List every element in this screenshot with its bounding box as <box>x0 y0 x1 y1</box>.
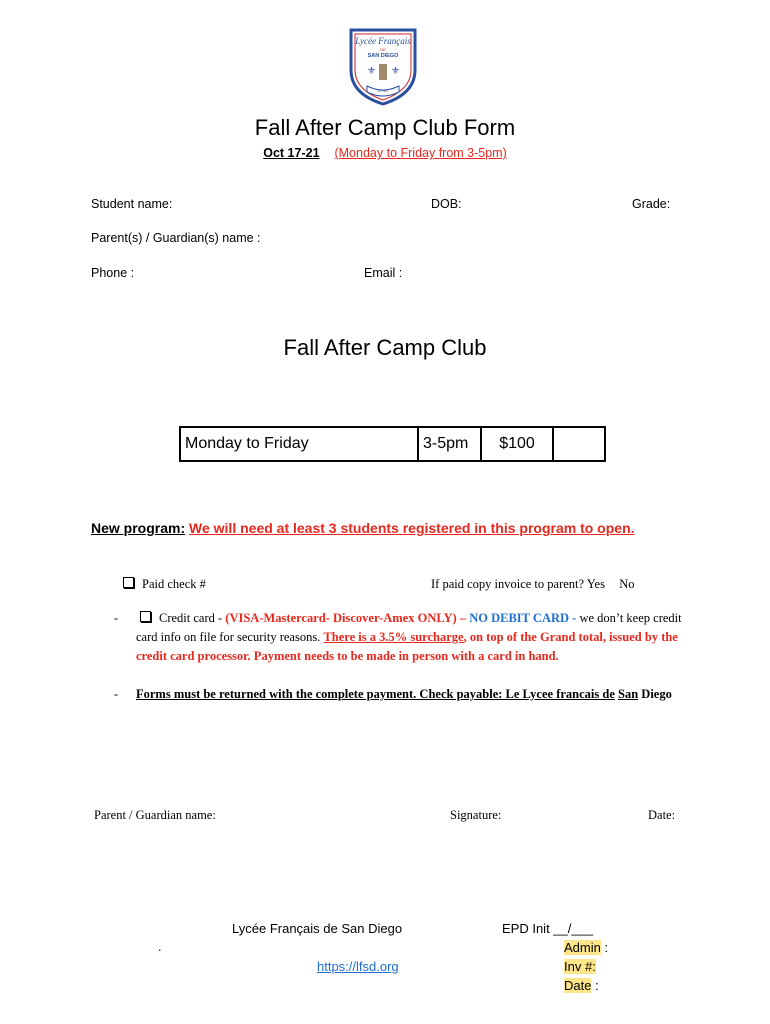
date-label: Date: <box>648 808 676 822</box>
admin-colon: : <box>600 940 609 955</box>
footer-school: Lycée Français de San Diego <box>232 921 403 936</box>
footer-date-label: Date <box>564 978 592 993</box>
dash-2: - <box>114 687 119 701</box>
cc-brands: (VISA-Mastercard- Discover-Amex ONLY) – <box>225 611 467 625</box>
table-row <box>180 427 605 461</box>
price-table <box>179 426 606 462</box>
footer-url-link[interactable]: https://lfsd.org <box>317 959 399 974</box>
svg-text:⚜: ⚜ <box>367 66 376 77</box>
crest-icon <box>345 26 421 108</box>
email-label: Email : <box>364 266 403 280</box>
school-logo <box>345 26 421 108</box>
notice-line <box>91 520 635 536</box>
forms-paragraph <box>136 685 681 704</box>
footer-dot: . <box>158 940 162 954</box>
cc-text-2: , on top of the Grand total, issued by the credit card processor. Payment needs to be made in person with a card in hand. <box>136 630 678 663</box>
empty-cell <box>553 427 605 461</box>
days-cell: Monday to Friday <box>180 427 418 461</box>
section-title: Fall After Camp Club <box>283 335 487 360</box>
invoice-no-option[interactable]: No <box>619 577 635 591</box>
inv-label: Inv #: <box>564 959 596 974</box>
paid-check-label: Paid check # <box>142 577 206 591</box>
notice-text: We will need at least 3 students registered in this program to open. <box>189 520 635 536</box>
admin-label: Admin <box>564 940 601 955</box>
signature-label: Signature: <box>450 808 502 822</box>
notice-label: New program: <box>91 520 186 536</box>
logo-top-text: Lycée Français <box>355 36 411 46</box>
student-name-label: Student name: <box>91 197 173 211</box>
parent-guardian-label: Parent / Guardian name: <box>94 808 216 822</box>
form-title: Fall After Camp Club Form <box>254 115 516 140</box>
surcharge-text: There is a 3.5% surcharge <box>323 630 464 644</box>
footer-date-colon: : <box>591 978 599 993</box>
logo-ribbon-text: LFSD <box>377 88 389 93</box>
epd-init: EPD Init __/___ <box>502 921 594 936</box>
logo-bottom-text: SAN DIEGO <box>367 53 399 59</box>
grade-label: Grade: <box>632 197 671 211</box>
forms-diego: Diego <box>638 687 672 701</box>
invoice-question-text: If paid copy invoice to parent? <box>431 577 585 591</box>
forms-san: San <box>618 687 639 701</box>
cc-text-1: we don’t keep credit card info on file for security reasons. <box>136 611 682 644</box>
logo-middle-text: DE <box>380 47 386 52</box>
svg-text:⚜: ⚜ <box>391 66 400 77</box>
schedule-text: (Monday to Friday from 3-5pm) <box>334 146 507 160</box>
time-cell: 3-5pm <box>418 427 481 461</box>
admin-row <box>564 940 608 955</box>
credit-card-checkbox[interactable] <box>140 611 151 622</box>
parent-name-label: Parent(s) / Guardian(s) name : <box>91 231 261 245</box>
credit-card-paragraph <box>136 609 686 666</box>
paid-check-checkbox[interactable] <box>123 577 134 588</box>
inv-row <box>564 959 596 974</box>
dash-1: - <box>114 611 119 625</box>
dob-label: DOB: <box>431 197 462 211</box>
paid-check-row <box>123 575 206 594</box>
no-debit-text: NO DEBIT CARD - <box>469 611 577 625</box>
phone-label: Phone : <box>91 266 135 280</box>
date-row <box>564 978 599 993</box>
cc-label: Credit card - <box>159 611 223 625</box>
forms-text: Forms must be returned with the complete payment. Check payable: Le Lycee francais de <box>136 687 615 701</box>
price-cell: $100 <box>481 427 553 461</box>
dates-text: Oct 17-21 <box>263 146 320 160</box>
invoice-question <box>431 575 634 594</box>
invoice-yes-option[interactable]: Yes <box>586 577 605 591</box>
date-line <box>0 146 770 160</box>
